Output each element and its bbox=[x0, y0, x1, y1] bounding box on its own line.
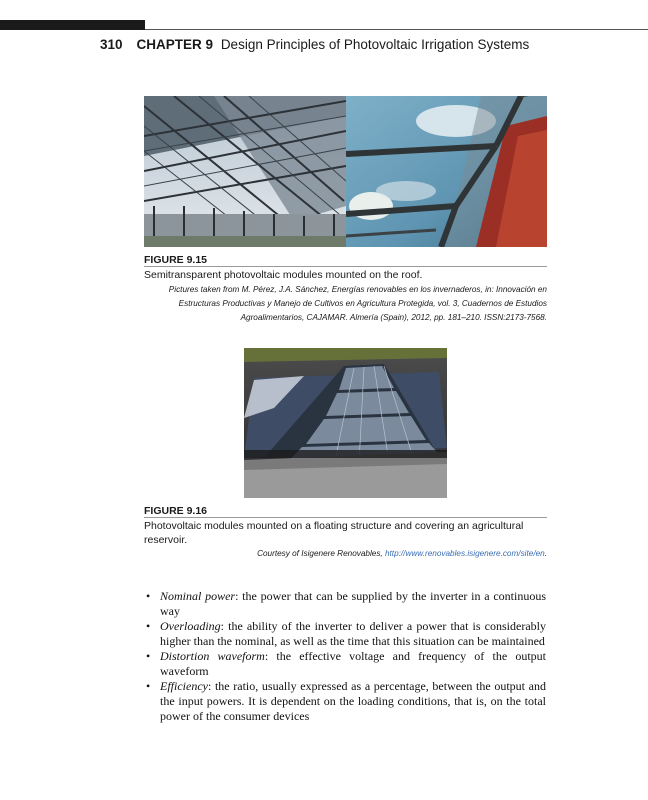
caption-line: reservoir. bbox=[144, 534, 188, 546]
bullet-term: Overloading bbox=[160, 619, 221, 633]
figure-rule-9-15 bbox=[144, 266, 547, 267]
bullet-list bbox=[146, 589, 546, 724]
floating-pv-reservoir-photo bbox=[244, 348, 447, 498]
bullet-term: Nominal power bbox=[160, 589, 236, 603]
chapter-label: CHAPTER 9 bbox=[136, 37, 214, 52]
figure-credit-9-16 bbox=[144, 547, 547, 561]
header-rule bbox=[145, 29, 648, 30]
page-number: 310 bbox=[100, 37, 123, 52]
figure-caption-9-15: Semitransparent photovoltaic modules mounted on the roof. bbox=[144, 269, 423, 281]
figure-label-9-15: FIGURE 9.15 bbox=[144, 254, 208, 266]
bullet-marker: • bbox=[146, 619, 151, 633]
credit-suffix: . bbox=[544, 549, 547, 558]
header-bar bbox=[0, 20, 145, 30]
list-item bbox=[146, 619, 546, 649]
list-item bbox=[146, 649, 546, 679]
bullet-text: : the ability of the inverter to deliver a power that is considerably higher than the nominal, as well as the time that this situation can be maintained bbox=[160, 619, 546, 648]
figure-caption-9-16 bbox=[144, 519, 547, 547]
list-item bbox=[146, 679, 546, 724]
bullet-text: : the power that can be supplied by the inverter in a continuous way bbox=[160, 589, 546, 618]
credit-line: Estructuras Productivas y Manejo de Cultivos en Agricultura Protegida, vol. 3, Cuadernos de Estudios bbox=[178, 299, 547, 308]
list-item bbox=[146, 589, 546, 619]
bullet-term: Efficiency bbox=[160, 679, 208, 693]
figure-rule-9-16 bbox=[144, 517, 547, 518]
figure-credit-9-15 bbox=[144, 283, 547, 325]
bullet-text: : the effective voltage and frequency of the output waveform bbox=[160, 649, 547, 678]
bullet-marker: • bbox=[146, 679, 151, 693]
credit-line: Pictures taken from M. Pérez, J.A. Sánchez, Energías renovables en los invernaderos, in: Innovación en bbox=[168, 285, 547, 294]
running-head bbox=[100, 37, 529, 52]
glass-roof-sky-photo bbox=[346, 96, 547, 247]
bullet-marker: • bbox=[146, 589, 151, 603]
credit-line: Agroalimentarios, CAJAMAR. Almería (Spain), 2012, pp. 181–210. ISSN:2173-7568. bbox=[240, 313, 547, 322]
greenhouse-roof-photo bbox=[144, 96, 346, 247]
bullet-text: : the ratio, usually expressed as a percentage, between the output and the input powers. It is dependent on the loading conditions, that is, on the total power of the consumer devices bbox=[160, 679, 546, 723]
credit-prefix: Courtesy of Isigenere Renovables, bbox=[257, 549, 385, 558]
caption-line: Photovoltaic modules mounted on a floating structure and covering an agricultural bbox=[144, 520, 524, 532]
figure-label-9-16: FIGURE 9.16 bbox=[144, 505, 208, 517]
chapter-title: Design Principles of Photovoltaic Irrigation Systems bbox=[220, 37, 530, 52]
bullet-term: Distortion waveform bbox=[160, 649, 265, 663]
bullet-marker: • bbox=[146, 649, 151, 663]
credit-link[interactable]: http://www.renovables.isigenere.com/site/en bbox=[384, 549, 545, 558]
